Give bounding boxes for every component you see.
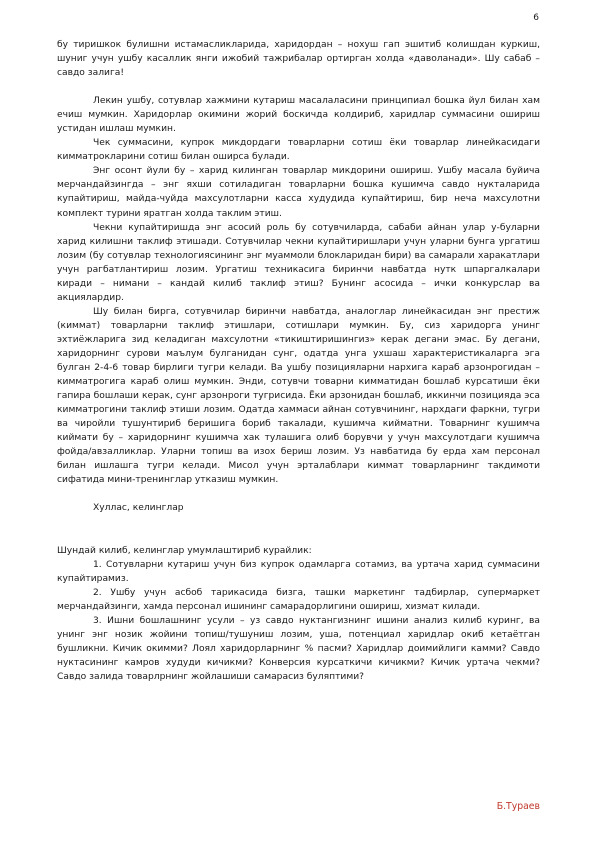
- paragraph-conclusion-lead: Хуллас, келинглар: [93, 503, 184, 514]
- document-body: [57, 38, 540, 684]
- paragraph-sellers-role: Чекни купайтиришда энг асосий роль бу сотувчиларда, сабаби айнан улар у-буларни харид килишни таклиф этишади. Сотувчилар чекни купайтиришлари учун уларни бунга ургатиш лозим (бу сотувлар технологиясининг энг муаммоли блокларидан бири) ва самарали харакатлари учун рагбатлантириш лозим. Ургатиш техникасига биринчи навбатда нутк шпаргалкалари киради – нимани – кандай килиб таклиф этиш? Бунинг асосида – ички конкурслар ва акциялардир.: [57, 222, 540, 303]
- paragraph-summary-intro: Шундай килиб, келинглар умумлаштириб курайлик:: [57, 545, 312, 556]
- paragraph-intro: бу тиришкок булишни истамасликларида, харидордан – нохуш гап эшитиб колишдан куркиш, шуниг учун ушбу касаллик янги ижобий тажрибалар ортирган холда «даволанади». Шу сабаб – савдо залига!: [57, 40, 540, 79]
- summary-item-2: 2. Ушбу учун асбоб тарикасида бизга, ташки маркетинг тадбирлар, супермаркет мерчандайзинги, хамда персонал ишининг самарадорлигини ошириш, хизмат килади.: [57, 587, 540, 612]
- page-number: 6: [533, 13, 539, 23]
- paragraph-easy-way: Энг осонт йули бу – харид килинган товарлар микдорини ошириш. Ушбу масала буйича мерчандайзингда – энг яхши сотиладиган товарларни бошка кушимча савдо нукталарида купайтириш, майда-чуйда махсулотларни касса худудида купайтириш, бир неча махсулотни комплект турини яратган холда таклим этиш.: [57, 166, 540, 219]
- paragraph-prestige: Шу билан бирга, сотувчилар биринчи навбатда, аналоглар линейкасидан энг престиж (киммат) товарларни таклиф этишлари, сотишлари мумкин. Бу, сиз харидорга унинг эхтиёжларига зид келадиган махсулотни «тикиштиришингиз» керак дегани эмас. Бу дегани, харидорнинг сурови маълум булганидан сунг, одатда унга ухшаш характеристикаларга эга булган 2-4-6 товар бирлиги тугри келади. Ва ушбу позицияларни нархига караб арзонрогидан – кимматрогига караб олиш мумкин. Энди, сотувчи товарни кимматидан бошлаб курсатиши ёки гапира бошлаши керак, сунг арзонроги тугрисида. Ёки арзонидан бошлаб, иккинчи позицияда эса кимматрогини таклиф этиши лозим. Одатда хаммаси айнан сотувчининг, нархдаги фаркни, тугри ва чиройли тушунтириб беришига бориб такалади, кушимча кийматни. Товарнинг кушимча киймати бу – харидорнинг кушимча хак тулашига олиб борувчи у учун махсулотдаги кушимча фойда/авзалликлар. Уларни топиш ва изох бериш лозим. Уз навбатида бу ерда хам персонал билан ишлашга тугри келади. Мисол учун эрталаблари киммат товарларнинг такдимоти сифатида мини-тренинглар утказиш мумкин.: [57, 306, 540, 486]
- author-signature: Б.Тураев: [496, 801, 540, 812]
- paragraph-sales-volume: Лекин ушбу, сотувлар хажмини кутариш масалаласини принципиал бошка йул билан хам ечиш мумкин. Харидорлар окимини жорий боскичда колдириб, харидлар суммасини ошириш устидан ишлаш мумкин.: [57, 96, 540, 135]
- summary-item-1: 1. Сотувларни кутариш учун биз купрок одамларга сотамиз, ва уртача харид суммасини купайтирамиз.: [57, 559, 540, 584]
- paragraph-check-sum: Чек суммасини, купрок микдордаги товарларни сотиш ёки товарлар линейкасидаги кимматрокларини сотиш билан оширса булади.: [57, 138, 540, 163]
- summary-item-3: 3. Ишни бошлашнинг усули – уз савдо нуктангизнинг ишини анализ килиб куринг, ва унинг энг нозик жойини топиш/тушуниш лозим, уша, потенциал харидлар окиб кетаётган бушликни. Кичик окимми? Лоял харидорларнинг % пасми? Харидлар доимийлиги камми? Савдо нуктасининг камров худуди кичикми? Конверсия курсаткичи кичикми? Кичик уртача чекми? Савдо залида товарлрнинг жойлашиши самарасиз буляптими?: [57, 615, 540, 682]
